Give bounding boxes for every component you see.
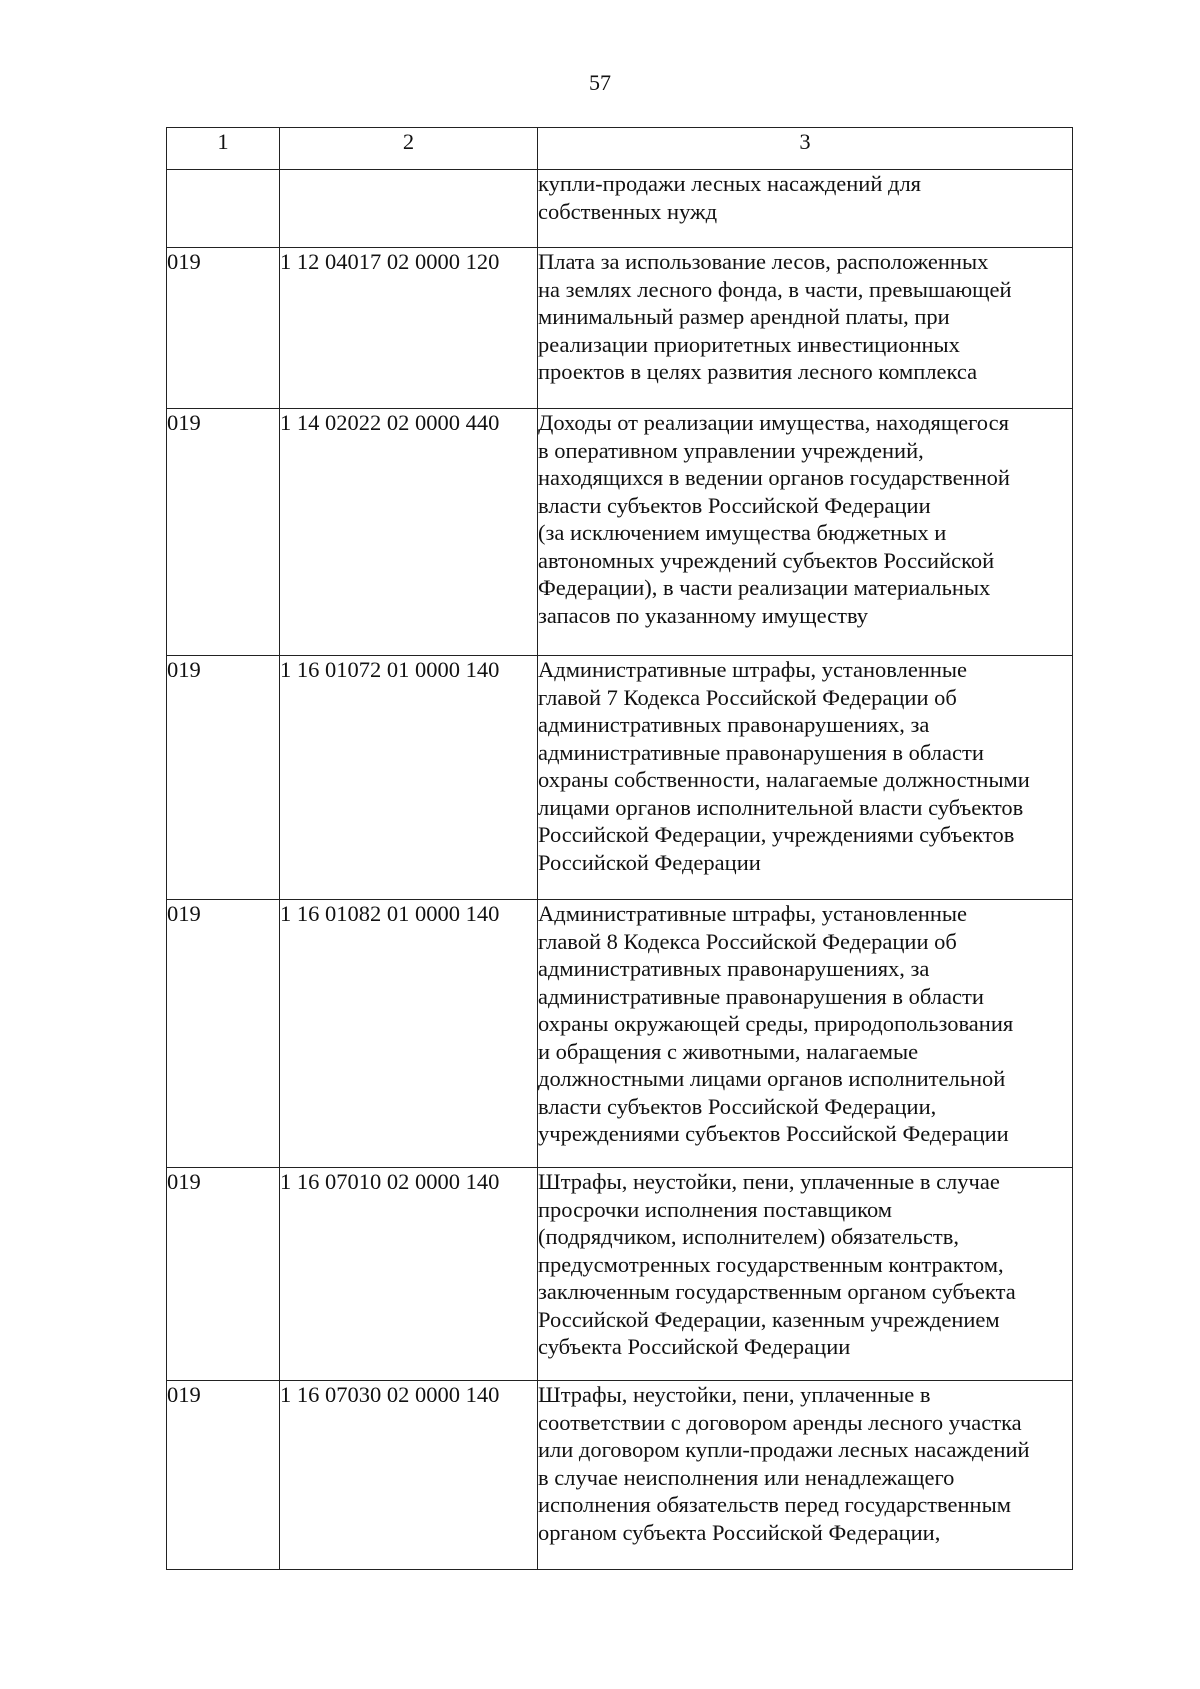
- description-line: и обращения с животными, налагаемые: [538, 1038, 919, 1064]
- revenue-code-cell: 1 14 02022 02 0000 440: [280, 409, 538, 656]
- revenue-code-cell: 1 16 07010 02 0000 140: [280, 1168, 538, 1381]
- admin-code-cell: [167, 170, 280, 248]
- description-line: (за исключением имущества бюджетных и: [538, 520, 947, 545]
- description-line: исполнения обязательств перед государственным: [538, 1492, 1011, 1517]
- description-line: власти субъектов Российской Федерации: [538, 492, 931, 518]
- description-line: предусмотренных государственным контрактом,: [538, 1251, 1004, 1277]
- description-line: главой 8 Кодекса Российской Федерации об: [538, 928, 957, 954]
- revenue-code-cell: 1 16 01082 01 0000 140: [280, 900, 538, 1168]
- description-line: минимальный размер арендной платы, при: [538, 304, 950, 329]
- revenue-codes-table: [166, 127, 1073, 1570]
- column-header-1: 1: [167, 128, 280, 170]
- description-line: просрочки исполнения поставщиком: [538, 1196, 893, 1222]
- description-line: или договором купли-продажи лесных насаждений: [538, 1437, 1030, 1462]
- revenue-code-cell: 1 16 07030 02 0000 140: [280, 1381, 538, 1570]
- description-cell: [538, 170, 1073, 248]
- description-line: административных правонарушениях, за: [538, 712, 930, 737]
- description-cell: [538, 409, 1073, 656]
- description-cell: [538, 248, 1073, 409]
- description-line: реализации приоритетных инвестиционных: [538, 331, 960, 357]
- description-line: Административные штрафы, установленные: [538, 901, 968, 926]
- description-line: находящихся в ведении органов государственной: [538, 465, 1010, 490]
- table-row: [167, 170, 1073, 248]
- description-line: Штрафы, неустойки, пени, уплаченные в: [538, 1382, 931, 1407]
- description-cell: [538, 1381, 1073, 1570]
- description-line: охраны окружающей среды, природопользования: [538, 1011, 1014, 1036]
- description-line: Российской Федерации: [538, 849, 761, 875]
- description-line: в случае неисполнения или ненадлежащего: [538, 1464, 955, 1490]
- description-line: Российской Федерации, учреждениями субъектов: [538, 822, 1015, 847]
- description-cell: [538, 656, 1073, 900]
- description-line: Административные штрафы, установленные: [538, 657, 968, 682]
- description-line: органом субъекта Российской Федерации,: [538, 1519, 941, 1545]
- description-line: в оперативном управлении учреждений,: [538, 437, 924, 463]
- description-line: административные правонарушения в области: [538, 739, 984, 765]
- admin-code-cell: 019: [167, 1168, 280, 1381]
- table-header-row: [167, 128, 1073, 170]
- description-line: заключенным государственным органом субъекта: [538, 1279, 1016, 1304]
- description-line: лицами органов исполнительной власти субъектов: [538, 794, 1024, 820]
- description-line: должностными лицами органов исполнительной: [538, 1066, 1006, 1091]
- description-line: запасов по указанному имуществу: [538, 602, 869, 628]
- table-row: [167, 409, 1073, 656]
- description-line: власти субъектов Российской Федерации,: [538, 1093, 937, 1119]
- description-line: охраны собственности, налагаемые должностными: [538, 767, 1030, 792]
- description-line: главой 7 Кодекса Российской Федерации об: [538, 684, 957, 710]
- admin-code-cell: 019: [167, 900, 280, 1168]
- description-line: автономных учреждений субъектов Российской: [538, 547, 995, 573]
- table-row: [167, 900, 1073, 1168]
- admin-code-cell: 019: [167, 1381, 280, 1570]
- description-line: Плата за использование лесов, расположенных: [538, 249, 989, 274]
- description-line: учреждениями субъектов Российской Федерации: [538, 1121, 1009, 1146]
- description-cell: [538, 1168, 1073, 1381]
- column-header-3: 3: [538, 128, 1073, 170]
- description-line: (подрядчиком, исполнителем) обязательств,: [538, 1224, 959, 1249]
- description-line: административные правонарушения в области: [538, 983, 984, 1009]
- description-line: на землях лесного фонда, в части, превышающей: [538, 276, 1012, 302]
- description-line: соответствии с договором аренды лесного участка: [538, 1409, 1022, 1435]
- description-line: Доходы от реализации имущества, находящегося: [538, 410, 1009, 435]
- table-row: [167, 248, 1073, 409]
- admin-code-cell: 019: [167, 248, 280, 409]
- description-line: собственных нужд: [538, 198, 718, 224]
- description-line: купли-продажи лесных насаждений для: [538, 171, 922, 196]
- table-row: [167, 656, 1073, 900]
- description-line: административных правонарушениях, за: [538, 956, 930, 981]
- description-line: Российской Федерации, казенным учреждением: [538, 1306, 1000, 1332]
- table-body: [167, 128, 1073, 1570]
- description-cell: [538, 900, 1073, 1168]
- admin-code-cell: 019: [167, 656, 280, 900]
- description-line: Штрафы, неустойки, пени, уплаченные в случае: [538, 1169, 1000, 1194]
- description-line: проектов в целях развития лесного комплекса: [538, 359, 978, 384]
- table-row: [167, 1168, 1073, 1381]
- admin-code-cell: 019: [167, 409, 280, 656]
- description-line: Федерации), в части реализации материальных: [538, 575, 991, 600]
- column-header-2: 2: [280, 128, 538, 170]
- description-line: субъекта Российской Федерации: [538, 1334, 851, 1359]
- page-number: 57: [589, 70, 611, 95]
- table-row: [167, 1381, 1073, 1570]
- revenue-code-cell: [280, 170, 538, 248]
- revenue-code-cell: 1 16 01072 01 0000 140: [280, 656, 538, 900]
- revenue-code-cell: 1 12 04017 02 0000 120: [280, 248, 538, 409]
